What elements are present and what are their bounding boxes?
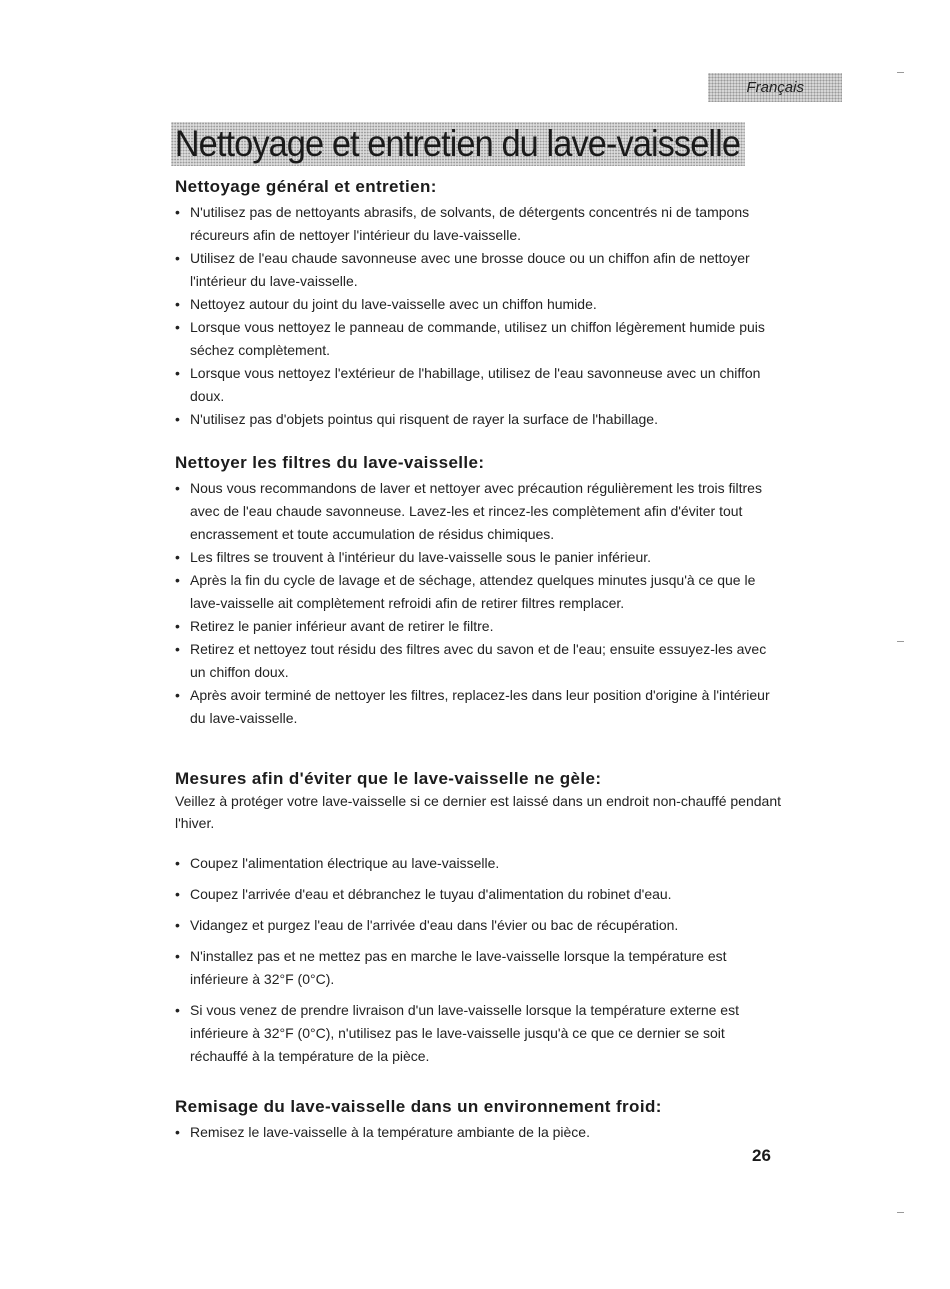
- section-freeze-prevention: [175, 768, 785, 1076]
- page-number: 26: [752, 1146, 771, 1165]
- list-item: • Vidangez et purgez l'eau de l'arrivée d'eau dans l'évier ou bac de récupération.: [175, 914, 785, 937]
- section-heading: Nettoyer les filtres du lave-vaisselle:: [175, 453, 485, 472]
- language-tab: [708, 73, 842, 102]
- crop-mark-middle: [897, 641, 904, 642]
- section-intro: Veillez à protéger votre lave-vaisselle si ce dernier est laissé dans un endroit non-chauffé pendant l'hiver.: [175, 793, 781, 831]
- page-title: Nettoyage et entretien du lave-vaisselle: [171, 122, 745, 166]
- section-heading: Mesures afin d'éviter que le lave-vaisselle ne gèle:: [175, 769, 602, 788]
- list-item: • Lorsque vous nettoyez l'extérieur de l'habillage, utilisez de l'eau savonneuse avec un chiffon doux.: [175, 362, 785, 408]
- list-item: • N'utilisez pas de nettoyants abrasifs, de solvants, de détergents concentrés ni de tampons récureurs afin de nettoyer l'intérieur du lave-vaisselle.: [175, 201, 785, 247]
- list-item: • N'installez pas et ne mettez pas en marche le lave-vaisselle lorsque la température est inférieure à 32°F (0°C).: [175, 945, 785, 991]
- bullet-list: [175, 201, 785, 431]
- bullet-list: [175, 1121, 785, 1144]
- crop-mark-bottom: [897, 1212, 904, 1213]
- list-item: • Retirez et nettoyez tout résidu des filtres avec du savon et de l'eau; ensuite essuyez-les avec un chiffon doux.: [175, 638, 785, 684]
- list-item: • Coupez l'arrivée d'eau et débranchez le tuyau d'alimentation du robinet d'eau.: [175, 883, 785, 906]
- list-item: • Utilisez de l'eau chaude savonneuse avec une brosse douce ou un chiffon afin de nettoyer l'intérieur du lave-vaisselle.: [175, 247, 785, 293]
- list-item: • Après avoir terminé de nettoyer les filtres, replacez-les dans leur position d'origine à l'intérieur du lave-vaisselle.: [175, 684, 785, 730]
- list-item: • Après la fin du cycle de lavage et de séchage, attendez quelques minutes jusqu'à ce que le lave-vaisselle ait complètement refroidi afin de retirer filtres remplacer.: [175, 569, 785, 615]
- list-item: • Remisez le lave-vaisselle à la température ambiante de la pièce.: [175, 1121, 785, 1144]
- section-heading: Nettoyage général et entretien:: [175, 177, 437, 196]
- list-item: • Les filtres se trouvent à l'intérieur du lave-vaisselle sous le panier inférieur.: [175, 546, 785, 569]
- list-item: • Nous vous recommandons de laver et nettoyer avec précaution régulièrement les trois filtres avec de l'eau chaude savonneuse. Lavez-les et rincez-les complètement afin d'éviter tout encrassement et toute accumulation de résidus chimiques.: [175, 477, 785, 546]
- section-heading: Remisage du lave-vaisselle dans un environnement froid:: [175, 1097, 662, 1116]
- bullet-list: [175, 477, 785, 730]
- section-cold-storage: [175, 1096, 785, 1144]
- bullet-list: [175, 852, 785, 1068]
- list-item: • N'utilisez pas d'objets pointus qui risquent de rayer la surface de l'habillage.: [175, 408, 785, 431]
- list-item: • Si vous venez de prendre livraison d'un lave-vaisselle lorsque la température externe est inférieure à 32°F (0°C), n'utilisez pas le lave-vaisselle jusqu'à ce que ce dernier se soit réchauffé à la température de la pièce.: [175, 999, 785, 1068]
- list-item: • Retirez le panier inférieur avant de retirer le filtre.: [175, 615, 785, 638]
- language-label: Français: [746, 79, 804, 96]
- section-general-cleaning: [175, 176, 785, 431]
- list-item: • Nettoyez autour du joint du lave-vaisselle avec un chiffon humide.: [175, 293, 785, 316]
- list-item: • Coupez l'alimentation électrique au lave-vaisselle.: [175, 852, 785, 875]
- crop-mark-top: [897, 72, 904, 73]
- section-filter-cleaning: [175, 452, 785, 730]
- list-item: • Lorsque vous nettoyez le panneau de commande, utilisez un chiffon légèrement humide puis séchez complètement.: [175, 316, 785, 362]
